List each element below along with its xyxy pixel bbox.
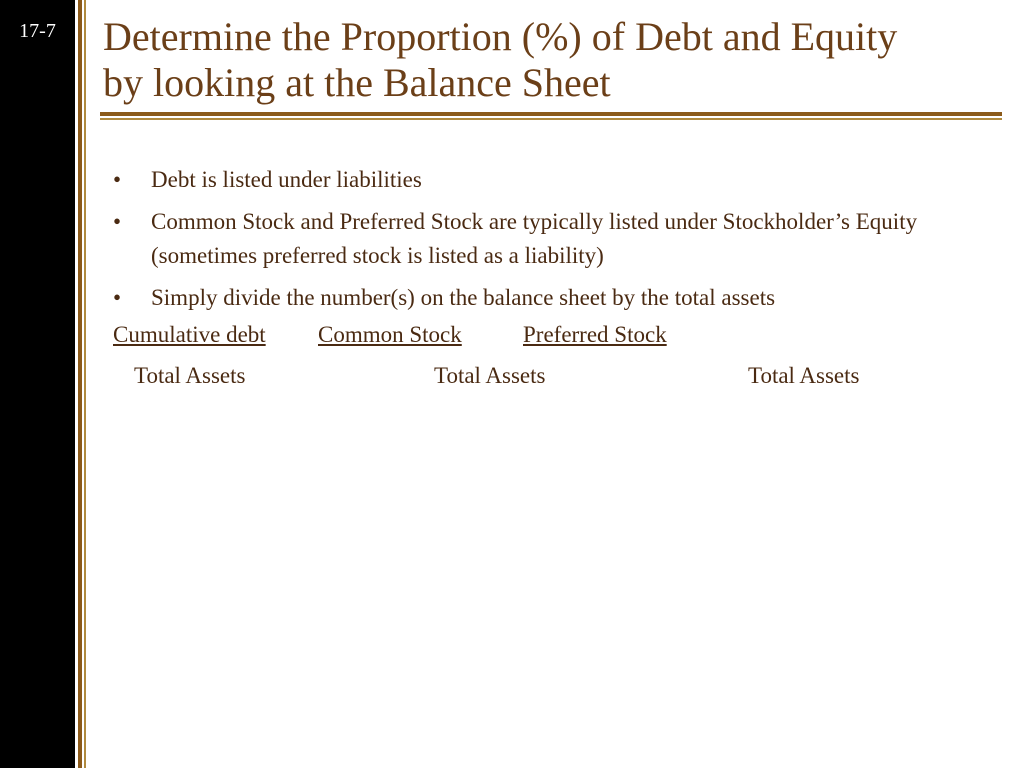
bullet-marker: •: [113, 209, 122, 234]
bullet-marker: •: [113, 167, 122, 192]
bullet-marker: •: [113, 285, 122, 310]
bullet-item: [113, 281, 1003, 315]
denominator-total-assets: Total Assets: [748, 363, 860, 388]
title-underline-thin: [100, 118, 1002, 120]
bullet-text: Common Stock and Preferred Stock are typically listed under Stockholder’s Equity (sometimes preferred stock is listed as a liability): [151, 209, 918, 268]
title-underline-thick: [100, 112, 1002, 116]
vertical-rule-thick: [78, 0, 82, 768]
slide-title-line-1: Determine the Proportion (%) of Debt and Equity: [103, 14, 898, 59]
numerator-cumulative-debt: Cumulative debt: [113, 322, 266, 347]
slide-number: 17-7: [19, 20, 56, 42]
denominator-total-assets: Total Assets: [434, 363, 546, 388]
bullet-item: [113, 163, 1003, 197]
numerator-preferred-stock: Preferred Stock: [523, 322, 667, 347]
vertical-rule-thin: [84, 0, 86, 768]
denominator-total-assets: Total Assets: [134, 363, 246, 388]
bullet-text: Simply divide the number(s) on the balance sheet by the total assets: [151, 285, 776, 310]
numerator-common-stock: Common Stock: [318, 322, 462, 347]
bullet-text: Debt is listed under liabilities: [151, 167, 422, 192]
bullet-list: [113, 163, 1003, 323]
sidebar: [0, 0, 75, 768]
slide-title: [103, 14, 1018, 106]
bullet-item: [113, 205, 1003, 273]
slide-title-line-2: by looking at the Balance Sheet: [103, 60, 611, 105]
